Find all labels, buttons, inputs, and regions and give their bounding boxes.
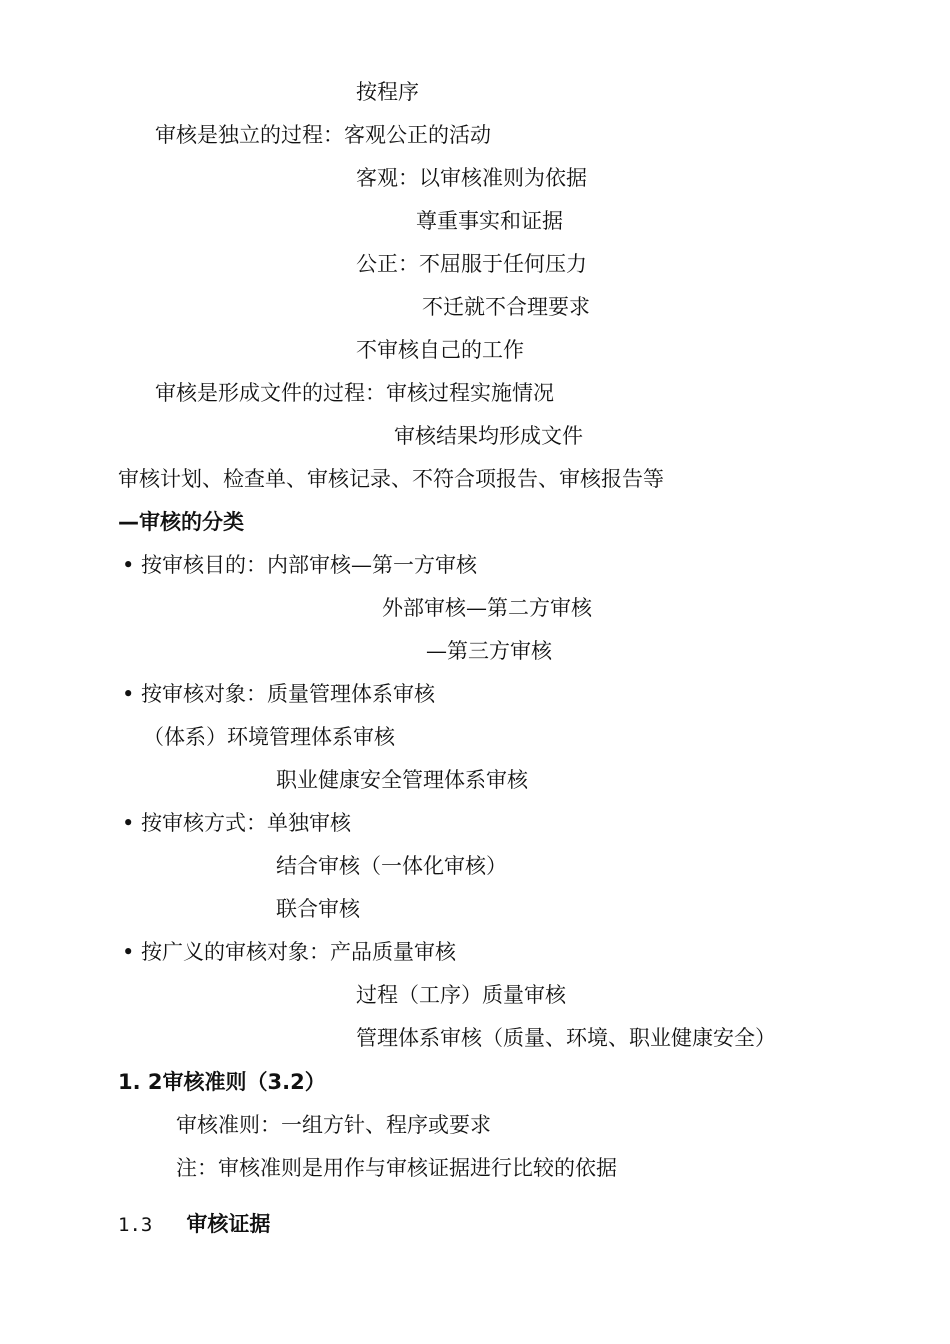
- text-line: 不迁就不合理要求: [422, 295, 590, 319]
- text-line: 不审核自己的工作: [356, 338, 524, 362]
- text-line: 过程（工序）质量审核: [356, 983, 566, 1007]
- text-line: 公正：不屈服于任何压力: [356, 252, 587, 276]
- list-item: • 按审核方式：单独审核: [122, 811, 352, 835]
- text-line: 按程序: [356, 80, 419, 104]
- list-item: • 按广义的审核对象：产品质量审核: [122, 940, 457, 964]
- text-line: 审核准则：一组方针、程序或要求: [176, 1113, 491, 1137]
- heading-title: 审核证据: [186, 1212, 271, 1236]
- list-item: • 按审核目的：内部审核—第一方审核: [122, 553, 478, 577]
- heading-title: 审核准则（3.2）: [162, 1070, 326, 1094]
- text-line: 结合审核（一体化审核）: [276, 854, 507, 878]
- text-line: 审核计划、检查单、审核记录、不符合项报告、审核报告等: [118, 467, 664, 491]
- text-line: 管理体系审核（质量、环境、职业健康安全）: [356, 1026, 776, 1050]
- text-line: 职业健康安全管理体系审核: [276, 768, 528, 792]
- section-heading: —审核的分类: [118, 510, 244, 534]
- heading-number: 1. 2: [118, 1070, 163, 1094]
- text-line: —第三方审核: [426, 639, 552, 663]
- text-line: 审核是独立的过程：客观公正的活动: [155, 123, 491, 147]
- text-line: 审核结果均形成文件: [394, 424, 583, 448]
- text-line: 尊重事实和证据: [416, 209, 563, 233]
- note-line: 注：审核准则是用作与审核证据进行比较的依据: [176, 1156, 617, 1180]
- section-heading-audit-criteria: [118, 1068, 326, 1096]
- heading-number: 1.3: [118, 1214, 153, 1236]
- text-line: （体系）环境管理体系审核: [143, 725, 395, 749]
- text-line: 审核是形成文件的过程：审核过程实施情况: [155, 381, 554, 405]
- text-line: 外部审核—第二方审核: [382, 596, 592, 620]
- text-line: 客观：以审核准则为依据: [356, 166, 587, 190]
- section-heading-audit-evidence: [118, 1210, 270, 1239]
- list-item: • 按审核对象：质量管理体系审核: [122, 682, 436, 706]
- text-line: 联合审核: [276, 897, 360, 921]
